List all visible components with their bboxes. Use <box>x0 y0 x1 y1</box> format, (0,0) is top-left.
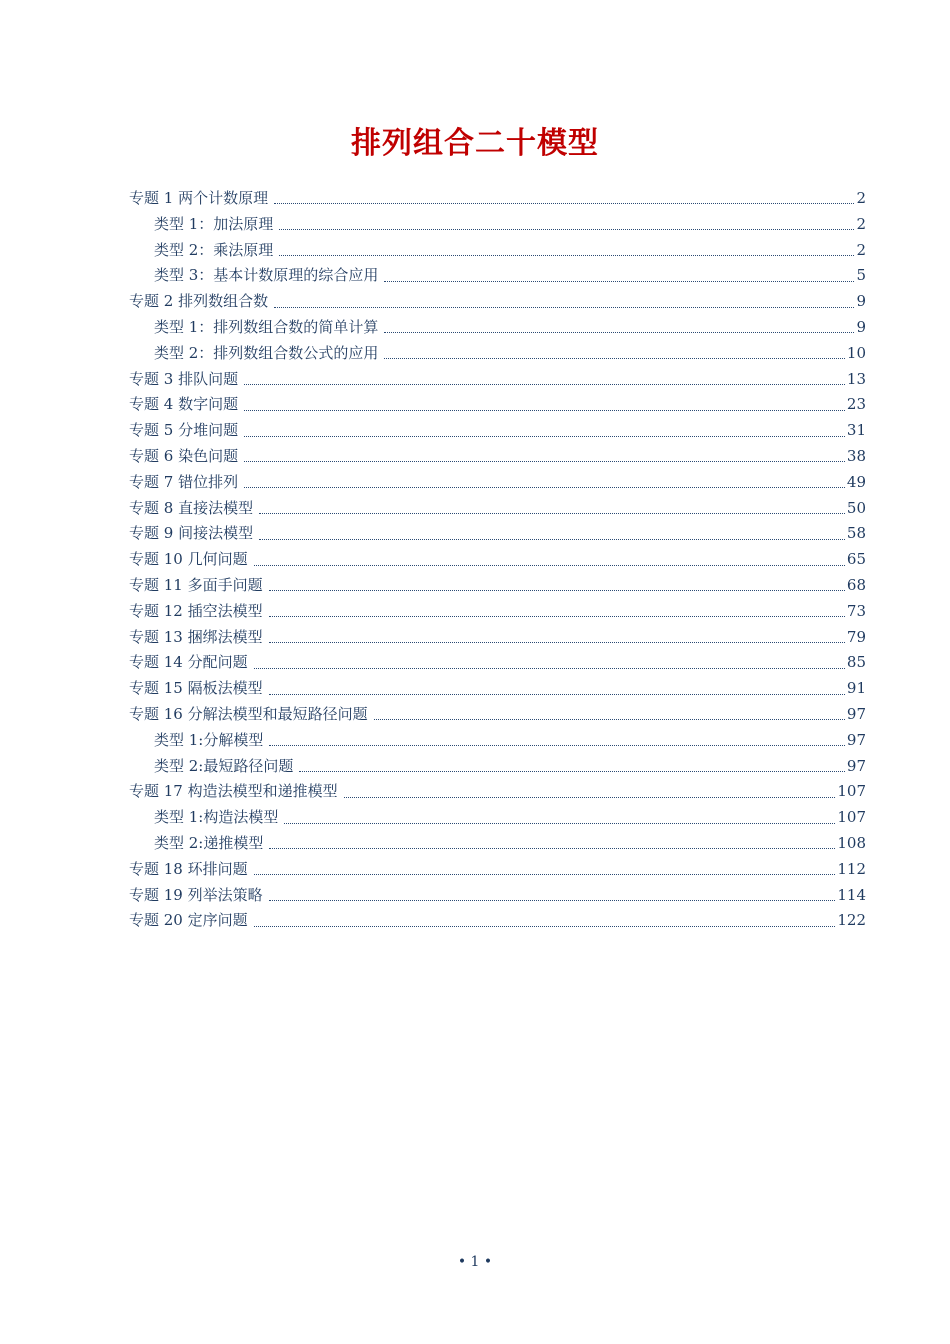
toc-entry-label: 专题 5 分堆问题 <box>129 421 239 440</box>
dot-leader <box>374 719 845 720</box>
toc-subentry[interactable] <box>129 831 866 857</box>
dot-leader <box>254 926 836 927</box>
toc-subentry[interactable] <box>129 315 866 341</box>
toc-entry-page: 107 <box>837 782 866 801</box>
toc-entry-page: 50 <box>846 498 866 517</box>
toc-entry[interactable] <box>129 496 866 522</box>
toc-entry-label: 专题 12 插空法模型 <box>129 601 263 620</box>
toc-entry-label: 类型 2:最短路径问题 <box>154 756 294 775</box>
toc-entry[interactable] <box>129 573 866 599</box>
toc-entry-label: 专题 10 几何问题 <box>129 550 248 569</box>
toc-entry-label: 专题 8 直接法模型 <box>129 498 254 517</box>
toc-entry-label: 类型 2:递推模型 <box>154 833 264 852</box>
toc-entry-page: 85 <box>846 653 866 672</box>
toc-entry[interactable] <box>129 676 866 702</box>
toc-entry-label: 专题 16 分解法模型和最短路径问题 <box>129 704 368 723</box>
toc-entry-label: 专题 2 排列数组合数 <box>129 292 269 311</box>
toc-entry-page: 65 <box>846 550 866 569</box>
toc-entry[interactable] <box>129 547 866 573</box>
dot-leader <box>299 771 845 772</box>
toc-entry-page: 23 <box>846 395 866 414</box>
toc-entry[interactable] <box>129 392 866 418</box>
toc-entry-label: 类型 1：排列数组合数的简单计算 <box>154 317 379 336</box>
dot-leader <box>274 307 854 308</box>
toc-entry-label: 专题 6 染色问题 <box>129 446 239 465</box>
dot-leader <box>254 668 845 669</box>
toc-entry-page: 108 <box>837 833 866 852</box>
toc-entry-page: 13 <box>846 369 866 388</box>
toc-entry-label: 专题 17 构造法模型和递推模型 <box>129 782 338 801</box>
toc-entry-page: 79 <box>846 627 866 646</box>
toc-entry-label: 类型 1：加法原理 <box>154 214 274 233</box>
dot-leader <box>244 487 845 488</box>
dot-leader <box>269 900 836 901</box>
document-title: 排列组合二十模型 <box>351 126 599 161</box>
toc-entry-label: 类型 1:分解模型 <box>154 730 264 749</box>
toc-subentry[interactable] <box>129 238 866 264</box>
toc-entry-page: 49 <box>846 472 866 491</box>
toc-entry-label: 专题 7 错位排列 <box>129 472 239 491</box>
toc-entry-label: 专题 11 多面手问题 <box>129 575 263 594</box>
toc-entry[interactable] <box>129 779 866 805</box>
toc-entry-label: 专题 1 两个计数原理 <box>129 189 269 207</box>
toc-entry-page: 9 <box>856 317 866 336</box>
toc-entry[interactable] <box>129 883 866 909</box>
dot-leader <box>244 436 845 437</box>
dot-leader <box>244 461 845 462</box>
dot-leader <box>274 203 854 204</box>
toc-entry[interactable] <box>129 418 866 444</box>
toc-entry-page: 5 <box>856 266 866 285</box>
toc-entry-page: 112 <box>837 859 866 878</box>
toc-entry-page: 122 <box>837 911 866 930</box>
toc-entry-page: 9 <box>856 292 866 311</box>
dot-leader <box>269 745 845 746</box>
toc-entry-page: 97 <box>846 730 866 749</box>
toc-entry-page: 2 <box>856 240 866 259</box>
dot-leader <box>384 281 854 282</box>
dot-leader <box>269 642 845 643</box>
dot-leader <box>254 565 845 566</box>
dot-leader <box>244 410 845 411</box>
toc-entry[interactable] <box>129 521 866 547</box>
toc-entry-page: 10 <box>846 343 866 362</box>
toc-entry-page: 2 <box>856 214 866 233</box>
dot-leader <box>269 694 845 695</box>
toc-entry[interactable] <box>129 470 866 496</box>
toc-entry[interactable] <box>129 702 866 728</box>
toc-entry-page: 68 <box>846 575 866 594</box>
dot-leader <box>259 513 845 514</box>
toc-entry-page: 58 <box>846 524 866 543</box>
page-number: • 1 • <box>457 1254 493 1270</box>
dot-leader <box>279 255 854 256</box>
dot-leader <box>254 874 836 875</box>
toc-entry-label: 类型 2：排列数组合数公式的应用 <box>154 343 379 362</box>
dot-leader <box>269 616 845 617</box>
toc-entry[interactable] <box>129 444 866 470</box>
toc-entry-page: 97 <box>846 756 866 775</box>
toc-entry[interactable] <box>129 857 866 883</box>
toc-entry-label: 专题 4 数字问题 <box>129 395 239 414</box>
toc-subentry[interactable] <box>129 728 866 754</box>
toc-entry[interactable] <box>129 625 866 651</box>
toc-entry-page: 114 <box>837 885 866 904</box>
toc-entry-label: 专题 15 隔板法模型 <box>129 679 263 698</box>
table-of-contents <box>129 186 866 934</box>
toc-entry-label: 专题 18 环排问题 <box>129 859 248 878</box>
toc-entry-label: 类型 3：基本计数原理的综合应用 <box>154 266 379 285</box>
dot-leader <box>244 384 845 385</box>
dot-leader <box>269 848 835 849</box>
toc-subentry[interactable] <box>129 341 866 367</box>
toc-entry-page: 97 <box>846 704 866 723</box>
toc-entry-page: 2 <box>856 189 866 207</box>
toc-entry-label: 类型 2：乘法原理 <box>154 240 274 259</box>
dot-leader <box>279 229 854 230</box>
toc-entry-label: 专题 20 定序问题 <box>129 911 248 930</box>
toc-entry-label: 专题 14 分配问题 <box>129 653 248 672</box>
toc-entry-label: 类型 1:构造法模型 <box>154 808 279 827</box>
toc-entry[interactable] <box>129 908 866 934</box>
toc-entry[interactable] <box>129 650 866 676</box>
dot-leader <box>284 823 835 824</box>
toc-entry-label: 专题 19 列举法策略 <box>129 885 263 904</box>
toc-entry-page: 73 <box>846 601 866 620</box>
dot-leader <box>384 358 845 359</box>
toc-subentry[interactable] <box>129 754 866 780</box>
toc-entry-page: 107 <box>837 808 866 827</box>
toc-entry-label: 专题 9 间接法模型 <box>129 524 254 543</box>
toc-subentry[interactable] <box>129 805 866 831</box>
toc-entry-page: 31 <box>846 421 866 440</box>
toc-entry[interactable] <box>129 599 866 625</box>
toc-entry[interactable] <box>129 186 866 212</box>
toc-entry-page: 38 <box>846 446 866 465</box>
toc-entry-page: 91 <box>846 679 866 698</box>
toc-subentry[interactable] <box>129 263 866 289</box>
toc-entry[interactable] <box>129 367 866 393</box>
toc-entry[interactable] <box>129 289 866 315</box>
dot-leader <box>269 590 845 591</box>
dot-leader <box>259 539 845 540</box>
toc-entry-label: 专题 13 捆绑法模型 <box>129 627 263 646</box>
toc-subentry[interactable] <box>129 212 866 238</box>
dot-leader <box>384 332 854 333</box>
toc-entry-label: 专题 3 排队问题 <box>129 369 239 388</box>
dot-leader <box>344 797 836 798</box>
